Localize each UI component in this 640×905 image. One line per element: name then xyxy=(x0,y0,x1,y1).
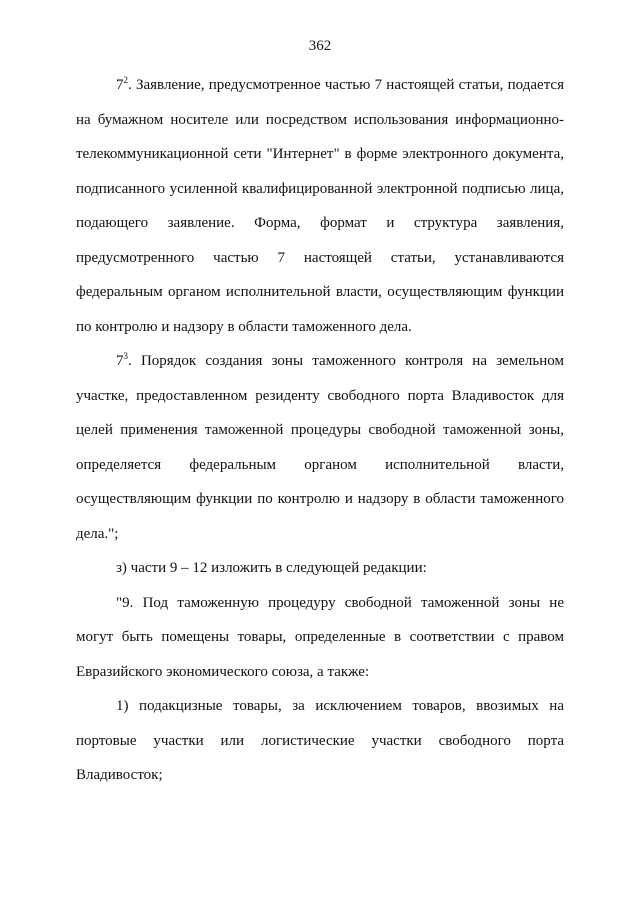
paragraph-7-2-text: . Заявление, предусмотренное частью 7 настоящей статьи, подается на бумажном носителе или посредством использования информационно-телекоммуникационной сети "Интернет" в форме электронного документа, подписанного усиленной квалифицированной электронной подписью лица, подающего заявление. Форма, формат и структура заявления, предусмотренного частью 7 настоящей статьи, устанавливаются федеральным органом исполнительной власти, осуществляющим функции по контролю и надзору в области таможенного дела. xyxy=(76,77,564,335)
paragraph-7-3-number: 7 xyxy=(116,353,124,369)
paragraph-7-2 xyxy=(76,68,564,344)
paragraph-z: з) части 9 – 12 изложить в следующей редакции: xyxy=(116,560,427,576)
paragraph-7-3-text: . Порядок создания зоны таможенного контроля на земельном участке, предоставленном резиденту свободного порта Владивосток для целей применения таможенной процедуры свободной таможенной зоны, определяется федеральным органом исполнительной власти, осуществляющим функции по контролю и надзору в области таможенного дела."; xyxy=(76,353,564,542)
paragraph-7-3 xyxy=(76,344,564,551)
paragraph-7-2-number: 7 xyxy=(116,77,124,93)
paragraph-9-item-1: 1) подакцизные товары, за исключением товаров, ввозимых на портовые участки или логистические участки свободного порта Владивосток; xyxy=(76,698,564,783)
paragraph-9: "9. Под таможенную процедуру свободной таможенной зоны не могут быть помещены товары, определенные в соответствии с правом Евразийского экономического союза, а также: xyxy=(76,594,564,680)
document-body xyxy=(76,68,564,793)
page-number: 362 xyxy=(308,38,332,54)
paragraph-7-2-superscript: 2 xyxy=(123,75,128,85)
paragraph-7-3-superscript: 3 xyxy=(123,351,128,361)
